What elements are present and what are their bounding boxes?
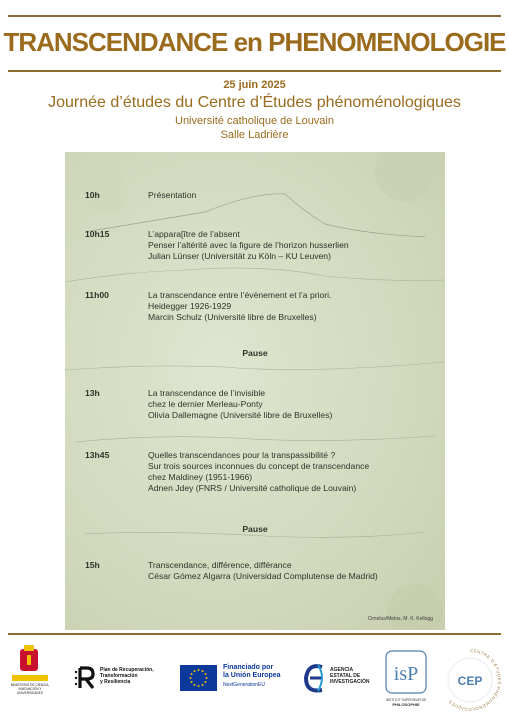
prtr-r-icon <box>74 666 96 690</box>
eu-line-1: Financiado por <box>223 664 274 671</box>
slot-detail-line: chez le dernier Merleau-Ponty <box>148 399 263 409</box>
aei-e-icon <box>302 661 328 695</box>
slot-talk-title: Présentation <box>148 190 197 200</box>
isp-mark-text: isP <box>393 663 419 685</box>
slot-talk-title: La transcendance de l’invisible <box>148 388 266 398</box>
slot-talk-title: Quelles transcendances pour la transpassibilité ? <box>148 450 336 460</box>
slot-detail-line: Marcin Schulz (Université libre de Bruxelles) <box>148 312 317 322</box>
slot-time: 13h45 <box>85 450 110 460</box>
title-rule <box>8 70 501 72</box>
slot-talk-title: L’appara[ître de l’absent <box>148 229 240 239</box>
aei-line-1: AGENCIA <box>330 667 354 673</box>
slot-talk-title: Transcendance, différence, différance <box>148 560 292 570</box>
slot-time: 10h15 <box>85 229 110 239</box>
event-date: 25 juin 2025 <box>223 79 286 91</box>
slot-detail-line: Olivia Dallemagne (Université libre de Bruxelles) <box>148 410 333 420</box>
prtr-line-2: Transformación <box>100 673 138 679</box>
pause-label-2: Pause <box>242 524 268 534</box>
isp-mark-icon <box>380 647 432 697</box>
page-title: TRANSCENDANCE en PHENOMENOLOGIE <box>3 27 506 57</box>
slot-detail-line: Penser l’altérité avec la figure de l’horizon husserlien <box>148 240 349 250</box>
aei-line-2: ESTATAL DE <box>330 673 361 679</box>
event-room: Salle Ladrière <box>220 129 289 141</box>
prtr-line-3: y Resiliencia <box>100 679 131 685</box>
prtr-logo <box>74 666 176 694</box>
slot-detail-line: Heidegger 1926-1929 <box>148 301 232 311</box>
eu-line-2: la Unión Europea <box>223 672 281 679</box>
aei-line-3: INVESTIGACIÓN <box>330 679 370 685</box>
isp-caption-2: PHILOSOPHIE <box>392 701 420 707</box>
ministerio-text: MINISTERIO DE CIENCIA, INNOVACIÓN Y UNIVERSIDADES <box>10 683 50 695</box>
eu-line-3: NextGenerationEU <box>223 682 265 688</box>
eu-flag-icon <box>180 665 217 691</box>
isp-caption-1: INSTITUT SUPÉRIEUR DE <box>385 698 427 702</box>
event-subtitle: Journée d’études du Centre d’Études phénoménologiques <box>48 94 461 111</box>
cep-logo <box>438 646 502 714</box>
aei-logo <box>302 661 376 697</box>
slot-time: 15h <box>85 560 100 570</box>
slot-time: 13h <box>85 388 100 398</box>
image-credit: Cimelus/Melos, M. K. Kellogg <box>367 616 433 622</box>
pause-label-1: Pause <box>242 348 268 358</box>
spanish-coat-of-arms-icon <box>18 645 40 673</box>
slot-detail-line: chez Maldiney (1951-1966) <box>148 472 253 482</box>
prtr-line-1: Plan de Recuperación, <box>100 667 154 673</box>
slot-talk-title: La transcendance entre l’évènement et l’a priori. <box>148 290 332 300</box>
slot-detail-line: César Gómez Algarra (Universidad Complutense de Madrid) <box>148 571 378 581</box>
slot-time: 11h00 <box>85 290 109 300</box>
slot-time: 10h <box>85 190 100 200</box>
top-rule <box>8 15 501 17</box>
slot-detail-line: Sur trois sources inconnues du concept de transcendance <box>148 461 370 471</box>
footer-rule <box>8 633 501 635</box>
cep-mark-text: CEP <box>457 674 483 688</box>
slot-detail-line: Adnen Jdey (FNRS / Université catholique de Louvain) <box>148 483 357 493</box>
program-panel <box>65 152 445 630</box>
ministerio-logo <box>8 645 52 710</box>
slot-detail-line: Julian Lünser (Universität zu Köln – KU Leuven) <box>148 251 331 261</box>
yellow-band <box>12 675 48 681</box>
event-university: Université catholique de Louvain <box>175 115 334 127</box>
cep-ring-text: CENTRE D’ÉTUDES PHÉNOMÉNOLOGIQUES <box>447 647 502 713</box>
isp-logo <box>380 647 432 713</box>
